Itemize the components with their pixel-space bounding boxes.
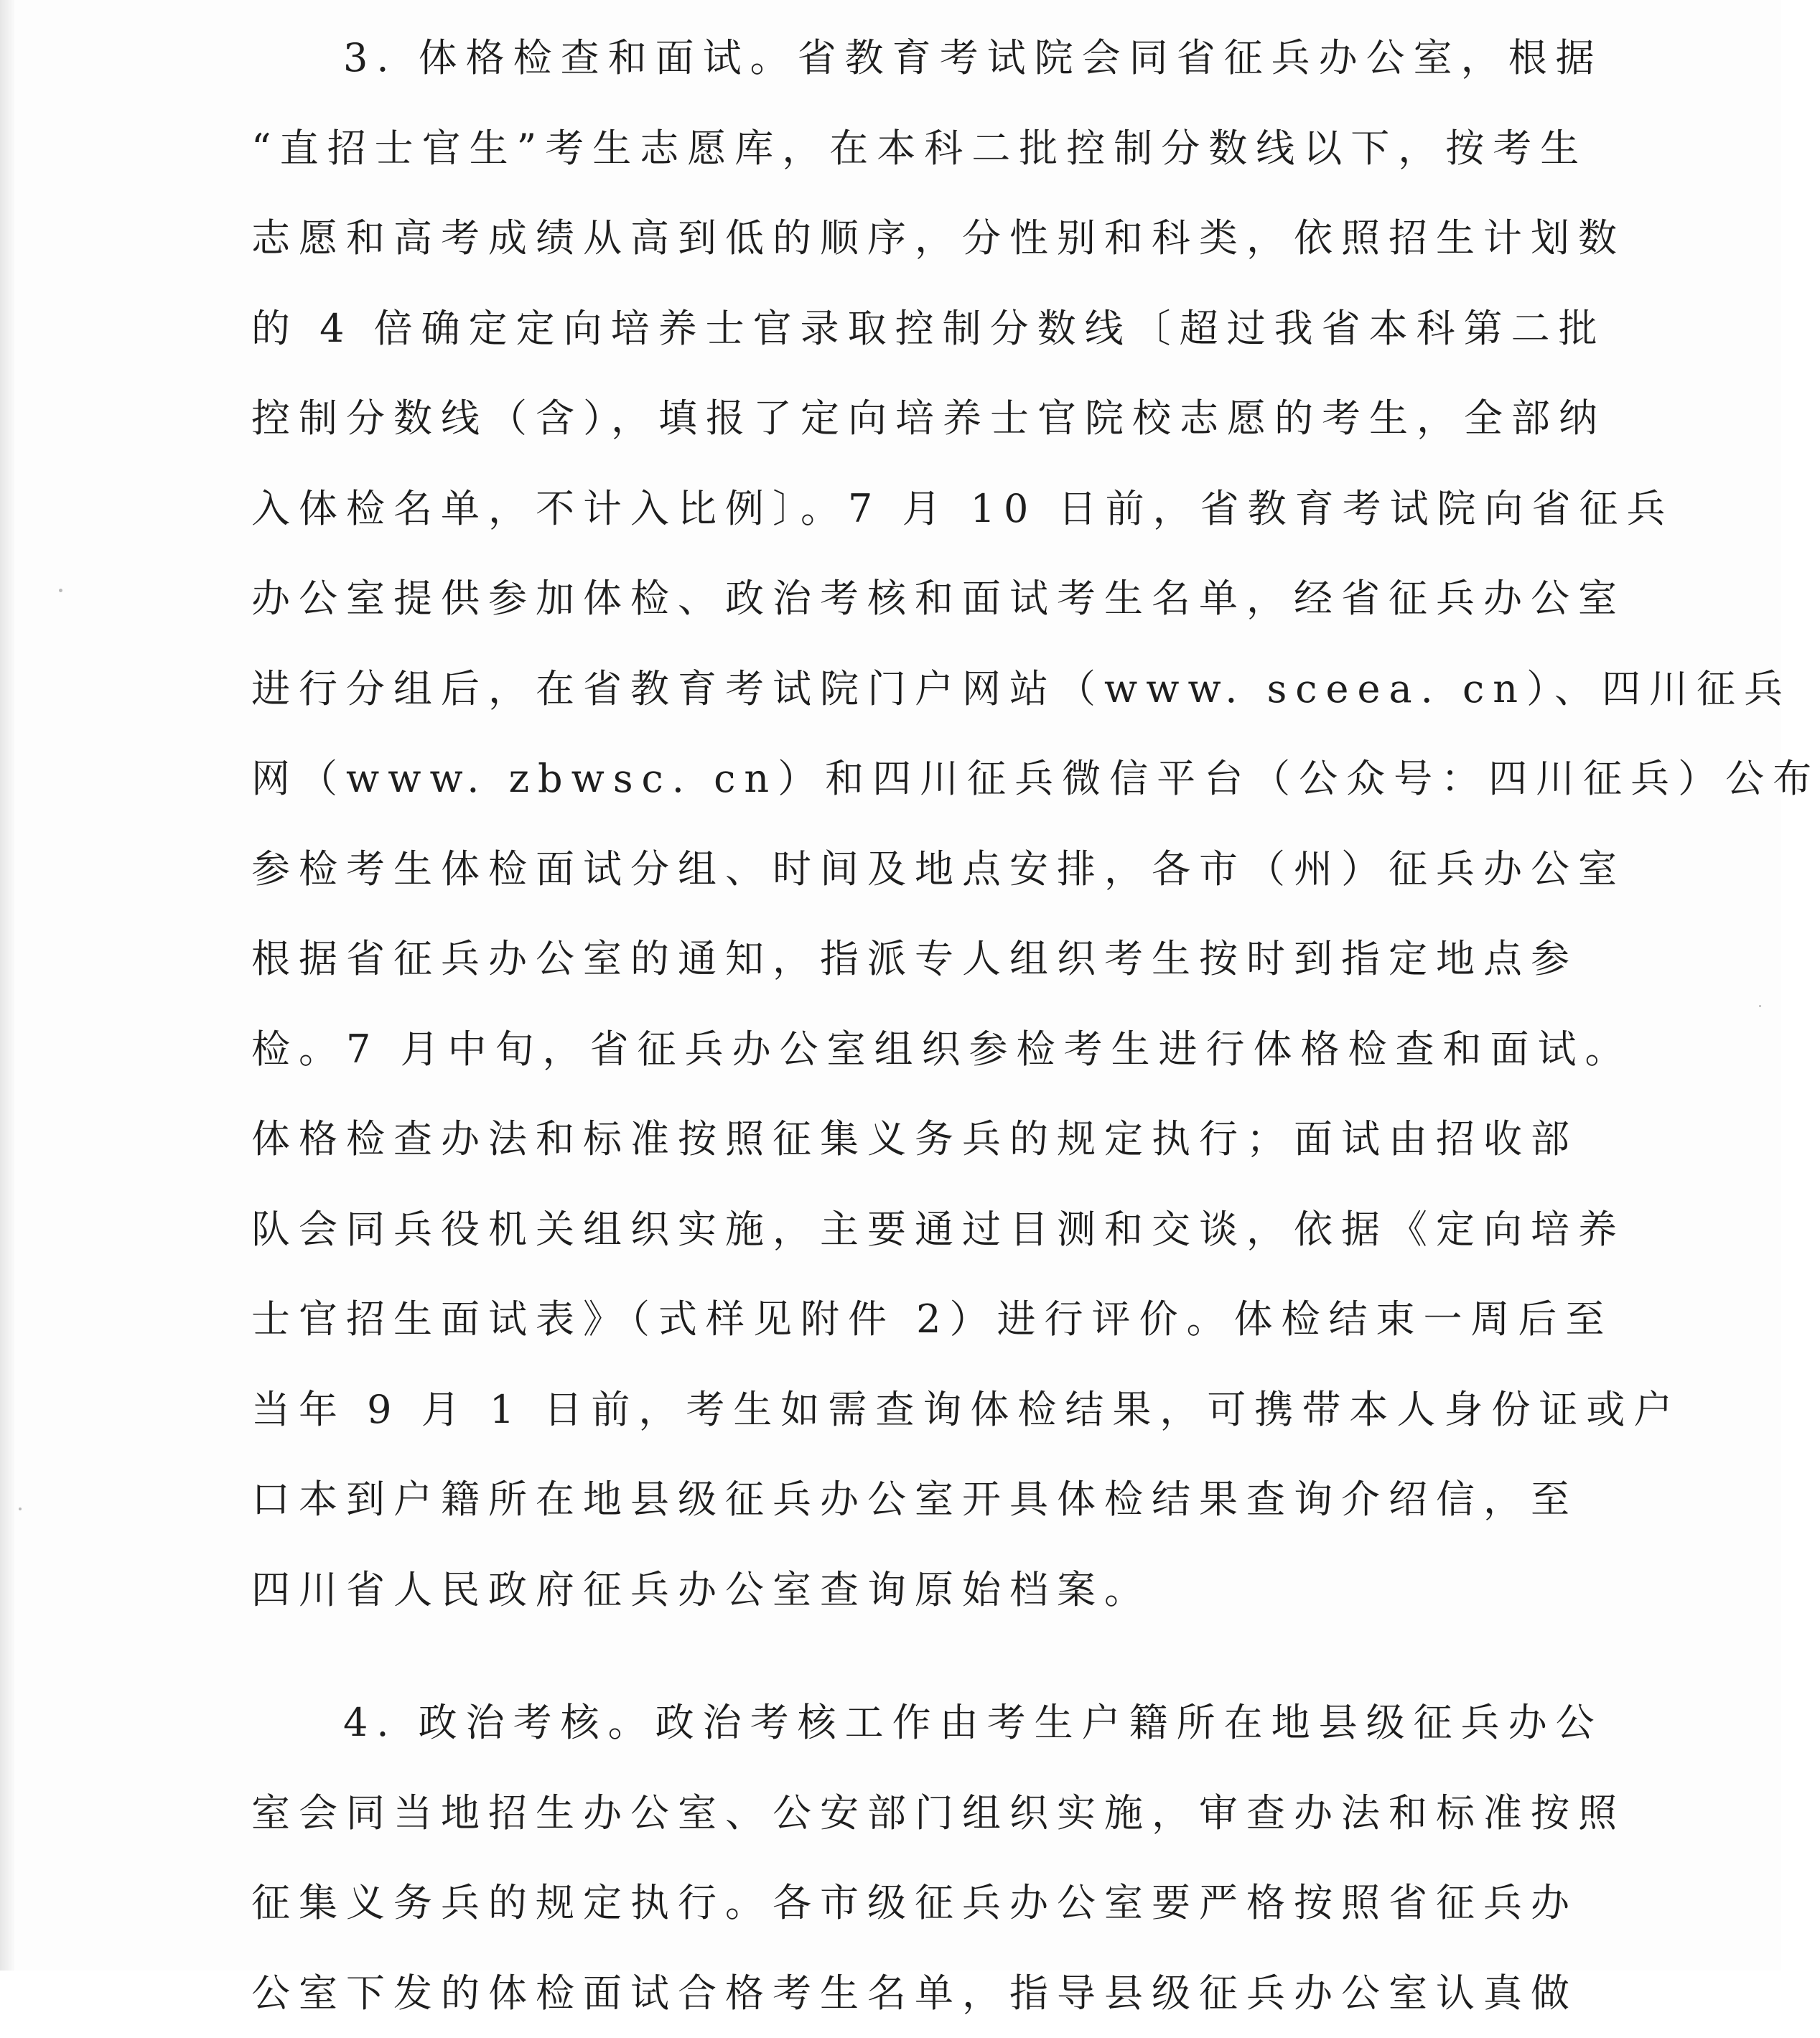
document-body [251, 13, 1587, 2038]
text-line: 控制分数线（含），填报了定向培养士官院校志愿的考生，全部纳 [251, 373, 1587, 464]
text-line: 参检考生体检面试分组、时间及地点安排，各市（州）征兵办公室 [251, 824, 1587, 915]
text-line: 4. 政治考核。政治考核工作由考生户籍所在地县级征兵办公 [251, 1678, 1587, 1768]
text-line: 四川省人民政府征兵办公室查询原始档案。 [251, 1545, 1587, 1635]
paragraph-spacer [251, 1635, 1587, 1678]
text-line: 志愿和高考成绩从高到低的顺序，分性别和科类，依照招生计划数 [251, 193, 1587, 284]
paragraph-item-3 [251, 13, 1587, 1635]
text-line: “直招士官生”考生志愿库，在本科二批控制分数线以下，按考生 [251, 103, 1587, 194]
text-line: 进行分组后，在省教育考试院门户网站（www. sceea. cn）、四川征兵 [251, 644, 1587, 734]
text-line: 体格检查办法和标准按照征集义务兵的规定执行；面试由招收部 [251, 1094, 1587, 1184]
text-line: 办公室提供参加体检、政治考核和面试考生名单，经省征兵办公室 [251, 553, 1587, 644]
text-line: 征集义务兵的规定执行。各市级征兵办公室要严格按照省征兵办 [251, 1858, 1587, 1948]
paragraph-item-4 [251, 1678, 1587, 2038]
scan-speck [19, 1508, 22, 1510]
text-line: 3. 体格检查和面试。省教育考试院会同省征兵办公室，根据 [251, 13, 1587, 103]
text-line: 根据省征兵办公室的通知，指派专人组织考生按时到指定地点参 [251, 914, 1587, 1004]
text-line: 的 4 倍确定定向培养士官录取控制分数线〔超过我省本科第二批 [251, 284, 1587, 374]
text-line: 口本到户籍所在地县级征兵办公室开具体检结果查询介绍信，至 [251, 1454, 1587, 1545]
scan-speck [59, 589, 62, 592]
text-line: 室会同当地招生办公室、公安部门组织实施，审查办法和标准按照 [251, 1768, 1587, 1859]
text-line: 公室下发的体检面试合格考生名单，指导县级征兵办公室认真做 [251, 1948, 1587, 2038]
text-line: 当年 9 月 1 日前，考生如需查询体检结果，可携带本人身份证或户 [251, 1365, 1587, 1455]
text-line: 检。7 月中旬，省征兵办公室组织参检考生进行体格检查和面试。 [251, 1004, 1587, 1095]
scan-edge-shadow [0, 0, 14, 1971]
scan-speck [1759, 1005, 1761, 1007]
text-line: 网（www. zbwsc. cn）和四川征兵微信平台（公众号：四川征兵）公布 [251, 734, 1587, 824]
text-line: 队会同兵役机关组织实施，主要通过目测和交谈，依据《定向培养 [251, 1184, 1587, 1275]
text-line: 入体检名单，不计入比例〕。7 月 10 日前，省教育考试院向省征兵 [251, 464, 1587, 554]
text-line: 士官招生面试表》（式样见附件 2）进行评价。体检结束一周后至 [251, 1274, 1587, 1365]
